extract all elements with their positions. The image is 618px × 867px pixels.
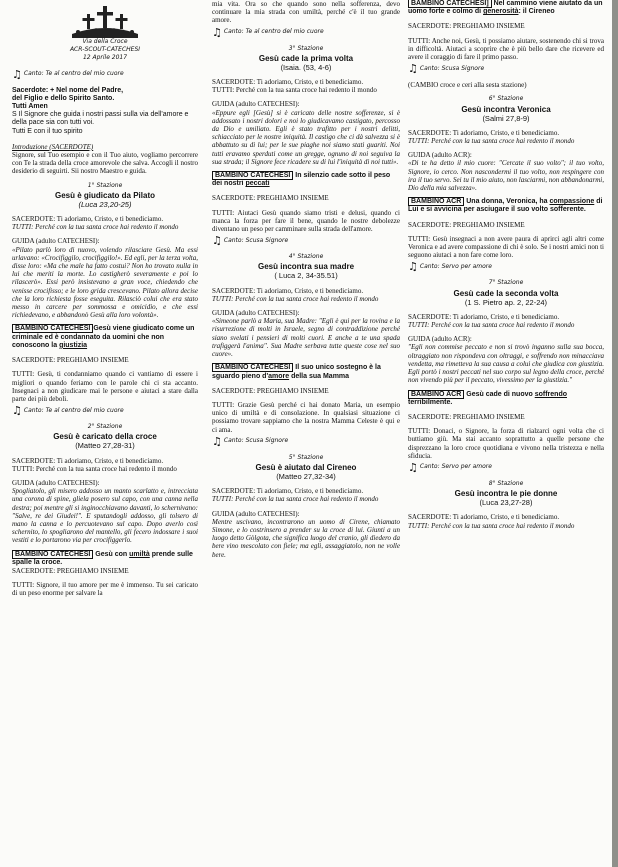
intro-text: Signore, sul Tuo esempio e con il Tuo aiuto, vogliamo percorrere con Te la strada della croce amorevole che salva. Accogli il nostro desiderio di seguirti. Sii nostro Maestro e guida. [12, 151, 198, 176]
column-1 [12, 0, 198, 867]
guida-label: GUIDA (adulto ACR): [408, 151, 472, 160]
guida-label: GUIDA (adulto CATECHESI): [212, 309, 300, 318]
tutti-text: TUTTI: Gesù insegnaci a non avere paura di aprirci agli altri come Veronica e ad avere compassione di chi è solo. Se i nostri amici non ti seguono aiutaci a non fare come loro. [408, 234, 604, 260]
station-number: 8° Stazione [488, 479, 524, 487]
tutti-line: TUTTI: Perché con la tua santa croce hai redento il mondo [408, 137, 575, 146]
song-line: ♫ Canto: Te al centro del mio cuore [12, 67, 124, 81]
guida-label: GUIDA (adulto ACR): [408, 335, 472, 344]
guida-text: "Egli non commise peccato e non si trovò inganno sulla sua bocca, oltraggiato non rispondeva con oltraggi, e soffrendo non minacciava vendetta, ma rimetteva la sua causa a colui che giudica con giustizia. Egli portò i nostri peccati nel suo corpo sul legno della croce, perché non vivendo più per il peccato, vivessimo per la giustizia." [408, 343, 604, 385]
sacerdote-line: SACERDOTE: Ti adoriamo, Cristo, e ti benediciamo. [12, 456, 164, 465]
bambino-line: BAMBINO CATECHESI In silenzio cade sotto il peso dei nostri peccati [212, 172, 391, 188]
song-line: ♫ Canto: Te al centro del mio cuore [212, 25, 324, 39]
station-number: 7° Stazione [488, 279, 524, 287]
station-title: Gesù cade la prima volta [258, 53, 354, 63]
guida-text: «Pilato parlò loro di nuovo, volendo rilasciare Gesù. Ma essi urlavano: «Crocifiggilo, crocifiggilo!». Ed egli, per la terza volta, disse loro: «Ma che male ha fatto costui? Non ho trovato nulla in lui che meriti la morte. Lo castigherò severamente e poi lo rilascerò». Essi però insistevano a gran voce, chiedendo che venisse crocifisso; e le loro grida crescevano. Pilato allora decise che la loro richiesta fosse eseguita. Rilasciò colui che era stato messo in carcere per sommossa e omicidio, e che essi richiedevano, e abbandonò Gesù alla loro volontà». [12, 245, 198, 320]
tutti-text: TUTTI: Donaci, o Signore, la forza di rialzarci ogni volta che ci buttiamo giù. Ma stai accanto soprattutto a quelle persone che disprezzano la loro croce quotidiana e vivono nella tristezza e nella sfiducia. [408, 427, 604, 460]
tutti-text: TUTTI: Anche noi, Gesù, ti possiamo aiutare, sostenendo chi si trova in difficoltà. Aiutaci a scoprire che è più bello dare che ricevere ed avere il coraggio di fare il primo passo. [408, 36, 604, 62]
sacerdote-line: SACERDOTE: Ti adoriamo, Cristo, e ti benediciamo. [408, 513, 560, 522]
tutti-text-continued: mia vita. Ora so che quando sono nella sofferenza, devo continuare la mia strada con umiltà, perché c'è il tuo grande amore. [212, 0, 400, 25]
preghiamo-line: SACERDOTE: PREGHIAMO INSIEME [212, 194, 329, 203]
tutti-line: TUTTI: Perché con la tua santa croce hai redento il mondo [12, 464, 177, 473]
station-title: Gesù è caricato della croce [53, 432, 157, 442]
opening-line: Tutti Amen [12, 103, 48, 111]
station-reference: (Salmi 27,8-9) [482, 113, 530, 123]
station-reference: (Luca 23,20-25) [78, 199, 132, 209]
guida-label: GUIDA (adulto CATECHESI): [12, 237, 100, 246]
preghiamo-line: SACERDOTE: PREGHIAMO INSIEME [408, 412, 525, 421]
song-line: ♫ Canto: Scusa Signore [212, 234, 289, 248]
tutti-line: TUTTI: Perché con la tua santa croce hai redento il mondo [212, 86, 377, 95]
song-line: ♫ Canto: Servo per amore [408, 260, 492, 274]
song-line: ♫ Canto: Scusa Signore [212, 434, 289, 448]
column-2 [212, 0, 400, 867]
station-number: 5° Stazione [288, 453, 324, 461]
page-edge-shadow [612, 0, 618, 867]
station-title: Gesù è giudicato da Pilato [54, 190, 156, 200]
preghiamo-line: SACERDOTE: PREGHIAMO INSIEME [12, 356, 129, 365]
music-note-icon: ♫ [12, 404, 22, 418]
cambio-note: (CAMBIO croce e ceri alla sesta stazione) [408, 81, 527, 90]
opening-line: S Il Signore che guida i nostri passi sulla via dell'amore e della pace sia con tutti voi. [12, 111, 189, 127]
tutti-line: TUTTI: Perché con la tua santa croce hai redento il mondo [408, 321, 575, 330]
tutti-line: TUTTI: Perché con la tua santa croce hai redento il mondo [212, 495, 379, 504]
station-title: Gesù cade la seconda volta [453, 288, 559, 298]
sacerdote-line: SACERDOTE: Ti adoriamo, Cristo, e ti benediciamo. [212, 286, 364, 295]
bambino-line: BAMBINO CATECHESI Il suo unico sostegno è la sguardo pieno d'amore della sua Mamma [212, 364, 381, 380]
sacerdote-line: SACERDOTE: Ti adoriamo, Cristo, e ti benediciamo. [408, 312, 560, 321]
header-line2: ACR-SCOUT-CATECHESI [69, 46, 141, 54]
tutti-text: TUTTI: Gesù, ti condanniamo quando ci vantiamo di essere i migliori o quando feriamo con le parole chi ci sta accanto. Insegnaci a non giudicare mai le persone e aiutaci a stare dalla parte dei più deboli. [12, 370, 198, 403]
station-number: 2° Stazione [87, 423, 123, 431]
music-note-icon: ♫ [212, 25, 222, 39]
tutti-line: TUTTI: Perché con la tua santa croce hai redento il mondo [408, 521, 575, 530]
guida-text: Spogliatolo, gli misero addosso un manto scarlatto e, intrecciata una corona di spine, gliela posero sul capo, con una canna nella destra; poi mentre gli si inginocchiavano davanti, lo schernivano: "Salve, re dei Giudei!". E sputandogli addosso, gli tolsero di mano la canna e lo percuotevano sul capo. Dopo averlo così schernito, lo spogliarono del mantello, gli fecero indossare i suoi vestiti e lo portarono via per crocifiggerlo. [12, 487, 198, 545]
station-reference: (1 S. Pietro ap. 2, 22-24) [464, 297, 548, 307]
guida-text: «Di te ha detto il mio cuore: "Cercate il suo volto"; il tuo volto, Signore, io cerco. Non nascondermi il tuo volto, non respingere con ira il tuo servo. Sei tu il mio aiuto, non lasciarmi, non abbandonarmi, Dio della mia salvezza». [408, 159, 604, 193]
station-number: 4° Stazione [288, 253, 324, 261]
bambino-line: BAMBINO CATECHESI Gesù viene giudicato come un criminale ed è condannato da uomini che non conoscono la giustizia [12, 325, 195, 349]
music-note-icon: ♫ [212, 234, 222, 248]
song-line: ♫ Canto: Te al centro del mio cuore [12, 404, 124, 418]
station-reference: (Matteo 27,28-31) [75, 441, 135, 451]
header-date: 12 Aprile 2017 [82, 54, 128, 62]
station-title: Gesù incontra le pie donne [454, 489, 558, 499]
song-line: ♫ Canto: Scusa Signore [408, 62, 485, 76]
tutti-text: TUTTI: Signore, il tuo amore per me è immenso. Tu sei caricato di un peso enorme per salvare la [12, 581, 198, 598]
column-3 [408, 0, 604, 867]
sacerdote-line: SACERDOTE: Ti adoriamo, Cristo, e ti benediciamo. [212, 78, 364, 87]
station-reference: (Isaia. (53, 4-6) [280, 62, 332, 72]
music-note-icon: ♫ [408, 62, 418, 76]
station-title: Gesù incontra Veronica [461, 104, 551, 114]
music-note-icon: ♫ [12, 67, 22, 81]
station-title: Gesù è aiutato dal Cireneo [255, 462, 357, 472]
preghiamo-line: SACERDOTE: PREGHIAMO INSIEME [408, 220, 525, 229]
song-line: ♫ Canto: Servo per amore [408, 460, 492, 474]
guida-label: GUIDA (adulto CATECHESI): [212, 509, 300, 518]
guida-text: «Simeone parlò a Maria, sua Madre: "Egli è qui per la rovina e la risurrezione di molti in Israele, segno di contraddizione perché siano svelati i pensieri di molti cuori. E anche a te una spada trafiggerà l'anima". Sua Madre serbava tutte queste cose nel suo cuore». [212, 317, 400, 359]
bambino-line: BAMBINO ACR Gesù cade di nuovo soffrendo terribilmente. [408, 390, 567, 406]
preghiamo-line: SACERDOTE: PREGHIAMO INSIEME [212, 386, 329, 395]
tutti-line: TUTTI: Perché con la tua santa croce hai redento il mondo [12, 223, 179, 232]
station-title: Gesù incontra sua madre [257, 262, 355, 272]
guida-label: GUIDA (adulto CATECHESI): [12, 478, 100, 487]
header-line1: Via della Croce [82, 38, 128, 45]
music-note-icon: ♫ [212, 434, 222, 448]
tutti-text: TUTTI: Grazie Gesù perché ci hai donato Maria, un esempio unico di umiltà e di consolazione. In qualsiasi situazione ci possiamo trovare sappiamo che la nostra Mamma Celeste è qui e ci ama. [212, 400, 400, 434]
guida-text: Mentre uscivano, incontrarono un uomo di Cirene, chiamato Simone, e lo costrinsero a prender su la croce di lui. Giunti a un luogo detto Gòlgota, che significa luogo del cranio, gli diedero da bere vino mescolato con fiele; ma egli, assaggiatolo, non ne volle bere. [212, 517, 400, 559]
opening-line: Sacerdote: + Nel nome del Padre, [12, 86, 124, 94]
guida-text: «Eppure egli [Gesù] si è caricato delle nostre sofferenze, si è addossato i nostri dolori e noi lo giudicavamo castigato, percosso da Dio e umiliato. Egli è stato trafitto per i nostri delitti, schiacciato per le nostre iniquità. Il castigo che ci dà salvezza si è abbattuto su di lui; per le sue piaghe noi siamo stati guariti. Noi tutti eravamo sperduti come un gregge, ognuno di noi seguiva la sua strada; il Signore fece ricadere su di lui l'iniquità di noi tutti». [212, 108, 400, 166]
music-note-icon: ♫ [408, 260, 418, 274]
station-reference: (Matteo 27,32-34) [276, 471, 336, 481]
intro-label: Introduzione (SACERDOTE) [12, 142, 94, 151]
bambino-line: BAMBINO CATECHESI Gesù con umiltà prende sulle spalle la croce. [12, 550, 193, 566]
guida-label: GUIDA (adulto CATECHESI): [212, 100, 300, 109]
station-reference: ( Luca 2, 34-35.51) [274, 271, 338, 281]
sacerdote-line: SACERDOTE: Ti adoriamo, Cristo, e ti benediciamo. [212, 487, 364, 496]
sacerdote-line: SACERDOTE: Ti adoriamo, Cristo, e ti benediciamo. [12, 215, 164, 224]
opening-line: Tutti E con il tuo spirito [12, 127, 83, 135]
opening-line: del Figlio e dello Spirito Santo. [12, 94, 115, 102]
tutti-line: TUTTI: Perché con la tua santa croce hai redento il mondo [212, 294, 379, 303]
bambino-line: BAMBINO CATECHESI] Nel cammino viene aiutato da un uomo forte e colmo di generosità: il Cireneo [408, 0, 603, 16]
station-reference: (Luca 23,27-28) [479, 498, 533, 508]
music-note-icon: ♫ [408, 460, 418, 474]
preghiamo-line: SACERDOTE: PREGHIAMO INSIEME [12, 566, 129, 575]
station-number: 3° Stazione [288, 44, 324, 52]
station-number: 6° Stazione [488, 95, 524, 103]
three-crosses-logo [70, 4, 140, 38]
tutti-text: TUTTI: Aiutaci Gesù quando siamo tristi e delusi, quando ci manca la forza per fare il bene, quando le nostre debolezze diventano un peso per camminare sulla strada dell'amore. [212, 208, 400, 234]
bambino-line: BAMBINO ACR Una donna, Veronica, ha compassione di Lui e si avvicina per asciugare il suo volto sofferente. [408, 198, 603, 214]
preghiamo-line: SACERDOTE: PREGHIAMO INSIEME [408, 22, 525, 31]
sacerdote-line: SACERDOTE: Ti adoriamo, Cristo, e ti benediciamo. [408, 128, 560, 137]
station-number: 1° Stazione [87, 181, 123, 189]
